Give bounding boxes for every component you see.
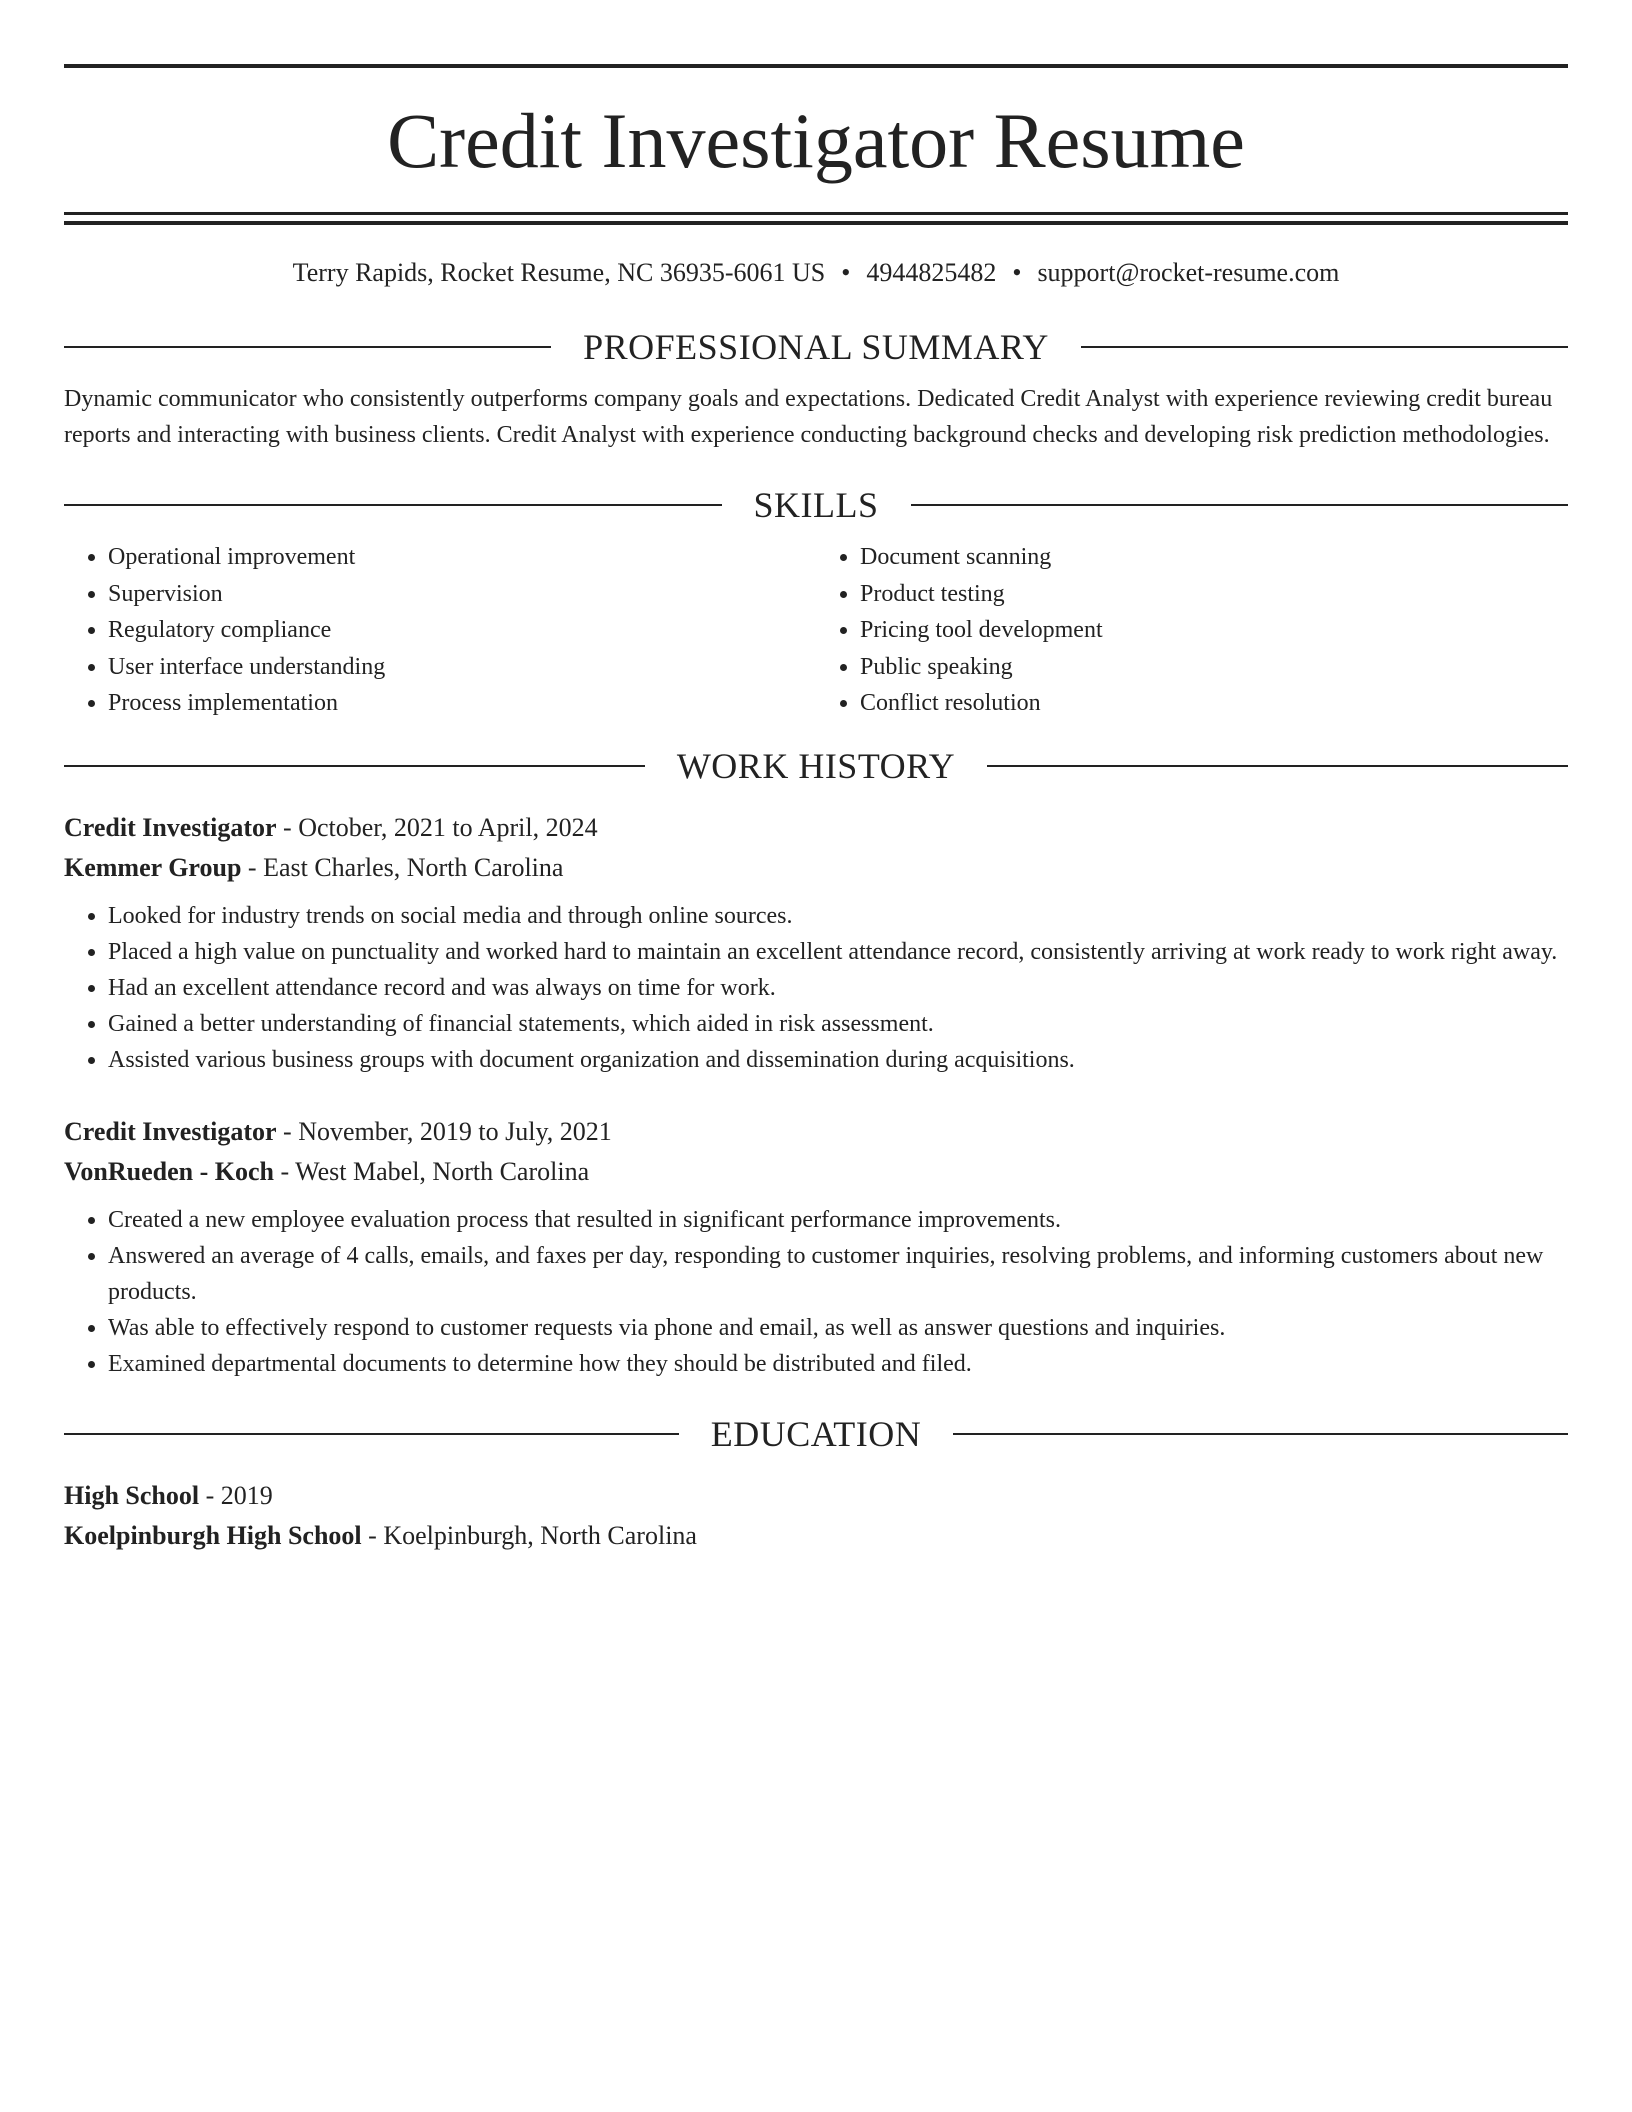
job-bullets (64, 1202, 1568, 1382)
education-year: - 2019 (199, 1480, 273, 1510)
skills-column-left (64, 539, 816, 722)
contact-separator: • (1012, 258, 1022, 287)
education-school: Koelpinburgh High School (64, 1520, 362, 1550)
section-title: WORK HISTORY (676, 745, 956, 786)
contact-address: Terry Rapids, Rocket Resume, NC 36935-6061 US (292, 258, 826, 287)
job-bullet: • Was able to effectively respond to customer requests via phone and email, as well as answer questions and inquiries. (108, 1310, 1568, 1346)
job-title-line (64, 1112, 1568, 1152)
job-bullet: • Placed a high value on punctuality and worked hard to maintain an excellent attendance record, consistently arriving at work ready to work right away. (108, 934, 1568, 970)
job-location: - West Mabel, North Carolina (273, 1156, 590, 1186)
education-entry (64, 1476, 1568, 1556)
skills-column-right (816, 539, 1568, 722)
job-title: Credit Investigator (64, 1116, 277, 1146)
education-degree-line (64, 1476, 1568, 1516)
job-dates: - October, 2021 to April, 2024 (276, 812, 598, 842)
skill-item: • Regulatory compliance (108, 612, 816, 649)
section-title: PROFESSIONAL SUMMARY (583, 327, 1049, 367)
heading-rule (987, 765, 1568, 767)
job-dates: - November, 2019 to July, 2021 (276, 1116, 612, 1146)
section-title: SKILLS (753, 485, 879, 525)
job-company-line (64, 1152, 1568, 1192)
skills-list (64, 539, 1568, 722)
contact-line (64, 253, 1568, 293)
job-title: Credit Investigator (64, 812, 277, 842)
skill-item: • Operational improvement (108, 539, 816, 576)
education-degree: High School (64, 1480, 200, 1510)
job-bullet: • Had an excellent attendance record and was always on time for work. (108, 970, 1568, 1006)
heading-rule (64, 1433, 679, 1435)
section-heading-work (64, 744, 1568, 788)
job-entry (64, 1112, 1568, 1382)
skill-item: • Document scanning (860, 539, 1568, 576)
contact-email: support@rocket-resume.com (1037, 258, 1340, 287)
heading-rule (64, 504, 722, 506)
job-bullet: • Gained a better understanding of financial statements, which aided in risk assessment. (108, 1006, 1568, 1042)
education-school-line (64, 1516, 1568, 1556)
skill-item: • Product testing (860, 576, 1568, 613)
job-company-line (64, 848, 1568, 888)
education-location: - Koelpinburgh, North Carolina (361, 1520, 697, 1550)
heading-rule (64, 765, 645, 767)
skill-item: • User interface understanding (108, 649, 816, 686)
skill-item: • Conflict resolution (860, 685, 1568, 722)
contact-separator: • (841, 258, 851, 287)
job-location: - East Charles, North Carolina (241, 852, 564, 882)
job-bullet: • Created a new employee evaluation process that resulted in significant performance improvements. (108, 1202, 1568, 1238)
title-double-rule (64, 212, 1568, 225)
heading-rule (64, 346, 551, 348)
summary-text: Dynamic communicator who consistently outperforms company goals and expectations. Dedicated Credit Analyst with experience reviewing credit bureau reports and interacting with business clients. Credit Analyst with experience conducting background checks and developing risk prediction methodologies. (64, 386, 1553, 448)
skill-item: • Process implementation (108, 685, 816, 722)
job-entry (64, 808, 1568, 1078)
page-title: Credit Investigator Resume (387, 97, 1245, 184)
section-title: EDUCATION (710, 1413, 922, 1454)
section-heading-summary (64, 325, 1568, 369)
section-heading-education (64, 1412, 1568, 1456)
top-rule (64, 64, 1568, 68)
heading-rule (953, 1433, 1568, 1435)
job-company: Kemmer Group (64, 852, 242, 882)
job-bullet: • Examined departmental documents to determine how they should be distributed and filed. (108, 1346, 1568, 1382)
skill-item: • Public speaking (860, 649, 1568, 686)
contact-phone: 4944825482 (866, 258, 997, 287)
skill-item: • Supervision (108, 576, 816, 613)
heading-rule (911, 504, 1569, 506)
job-bullets (64, 898, 1568, 1078)
job-bullet: • Answered an average of 4 calls, emails, and faxes per day, responding to customer inquiries, resolving problems, and informing customers about new products. (108, 1238, 1568, 1310)
job-title-line (64, 808, 1568, 848)
skill-item: • Pricing tool development (860, 612, 1568, 649)
job-bullet: • Assisted various business groups with document organization and dissemination during acquisitions. (108, 1042, 1568, 1078)
job-bullet: • Looked for industry trends on social media and through online sources. (108, 898, 1568, 934)
section-heading-skills (64, 483, 1568, 527)
job-company: VonRueden - Koch (64, 1156, 274, 1186)
heading-rule (1081, 346, 1568, 348)
